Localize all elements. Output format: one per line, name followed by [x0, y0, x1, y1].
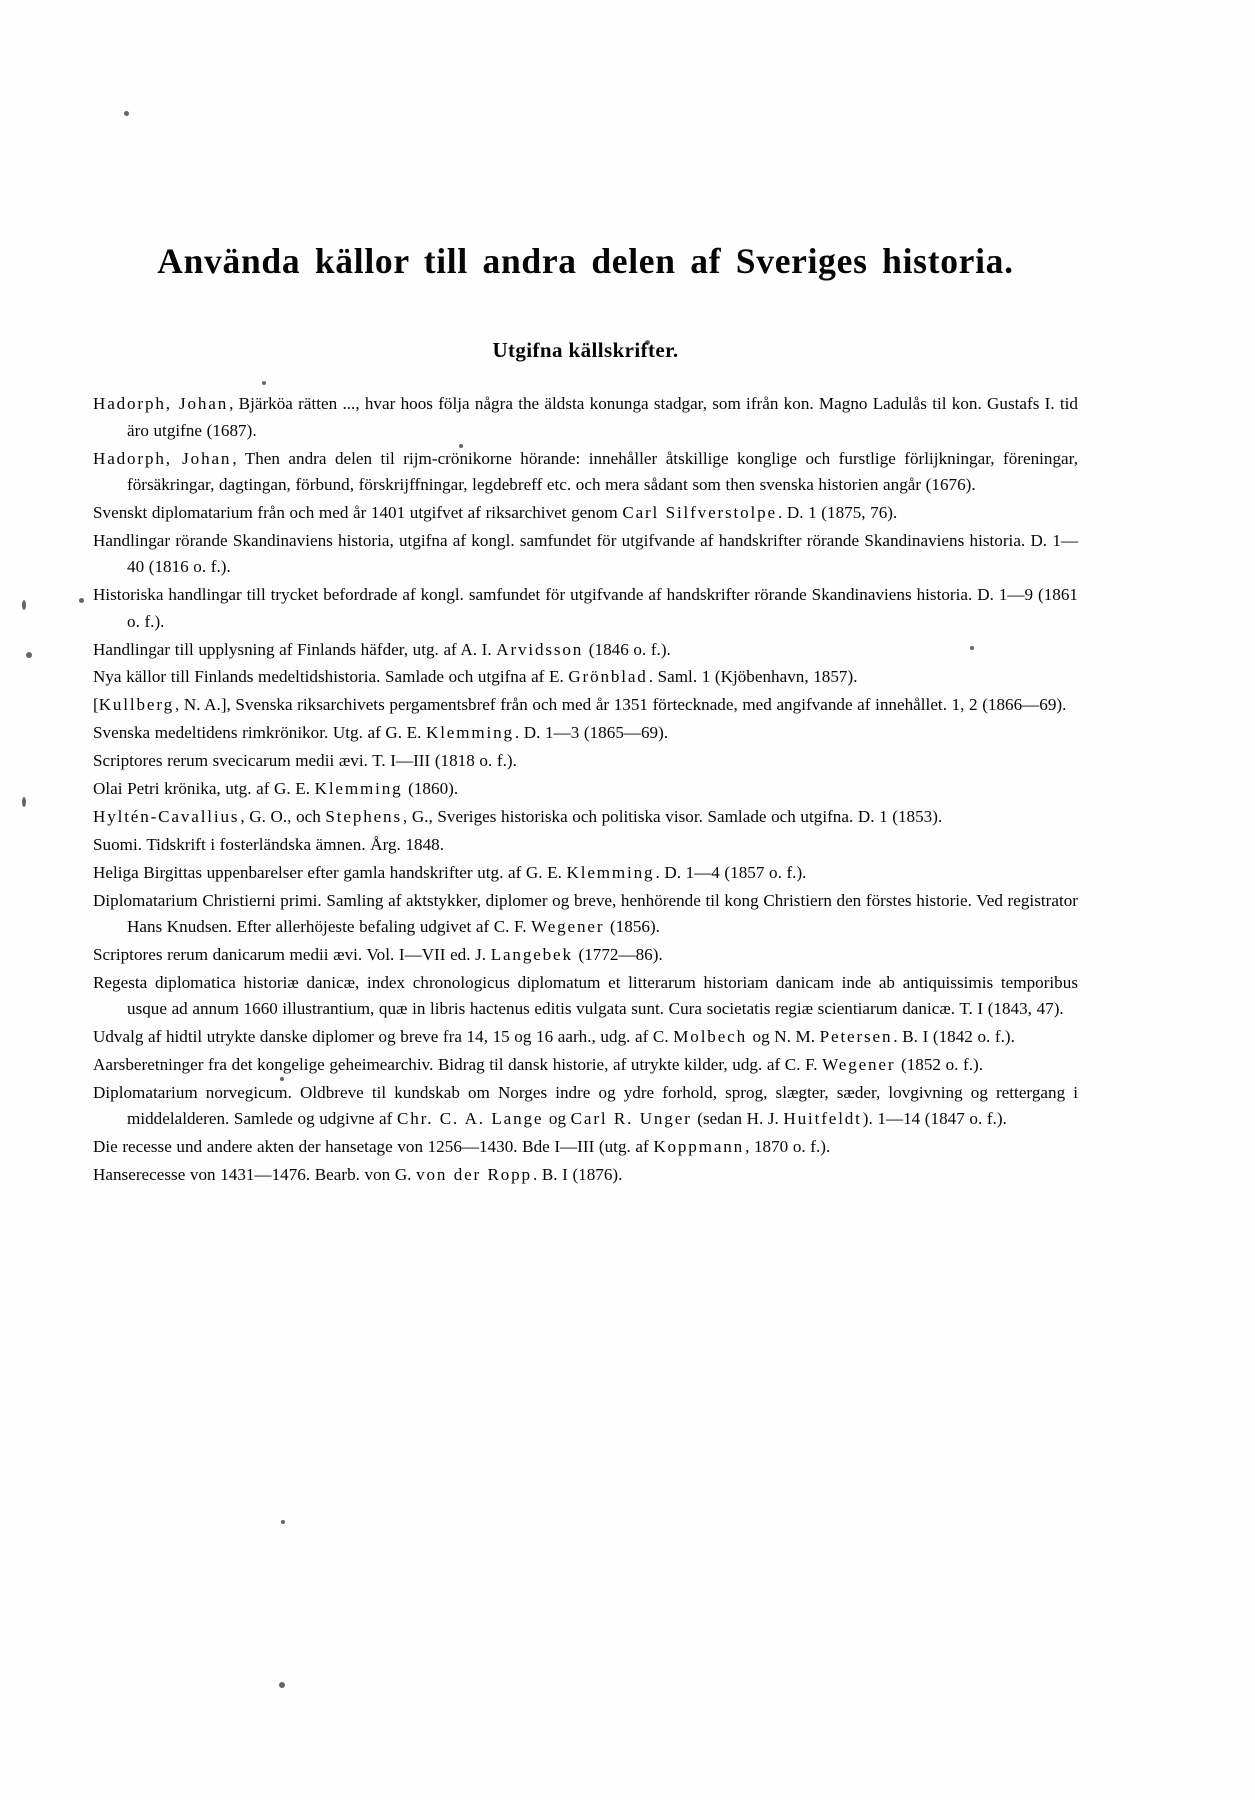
bibliography-entry: [Kullberg, N. A.], Svenska riksarchivets pergamentsbref från och med år 1351 förtecknade, med angifvande af innehållet. 1, 2 (1866—69). — [93, 695, 1067, 715]
section-heading: Utgifna källskrifter. — [492, 338, 679, 363]
scan-speck — [124, 111, 129, 116]
bibliography-entry: Hadorph, Johan, Then andra delen til rijm-crönikorne hörande: innehåller åtskillige konglige och furstlige förlijkningar, föreningar, försäkringar, dagtingan, förbund, förskrijffningar, legdebreff etc. och mera sådant som then svenska historien angår (1676). — [93, 448, 1078, 495]
bibliography-entry: Die recesse und andere akten der hansetage von 1256—1430. Bde I—III (utg. af Koppmann, 1870 o. f.). — [93, 1137, 831, 1157]
bibliography-entry: Diplomatarium Christierni primi. Samling af aktstykker, diplomer og breve, henhörende til kong Christiern den förstes historie. Ved registrator Hans Knudsen. Efter allerhöjeste befaling udgivet af C. F. Wegener (1856). — [93, 890, 1078, 937]
bibliography-entry: Handlingar till upplysning af Finlands häfder, utg. af A. I. Arvidsson (1846 o. f.). — [93, 639, 671, 659]
bibliography-entry: Svenskt diplomatarium från och med år 1401 utgifvet af riksarchivet genom Carl Silfverstolpe. D. 1 (1875, 76). — [93, 503, 898, 523]
bibliography-entry: Nya källor till Finlands medeltidshistoria. Samlade och utgifna af E. Grönblad. Saml. 1 (Kjöbenhavn, 1857). — [93, 667, 858, 687]
page-title: Använda källor till andra delen af Sveriges historia. — [157, 241, 1014, 281]
bibliography-entry: Scriptores rerum svecicarum medii ævi. T. I—III (1818 o. f.). — [93, 751, 517, 771]
bibliography-entry: Scriptores rerum danicarum medii ævi. Vol. I—VII ed. J. Langebek (1772—86). — [93, 945, 663, 965]
scan-speck — [26, 652, 32, 658]
bibliography-entry: Olai Petri krönika, utg. af G. E. Klemming (1860). — [93, 779, 459, 799]
bibliography-entry: Aarsberetninger fra det kongelige geheimearchiv. Bidrag til dansk historie, af utrykte kilder, udg. af C. F. Wegener (1852 o. f.). — [93, 1055, 984, 1075]
bibliography-entry: Heliga Birgittas uppenbarelser efter gamla handskrifter utg. af G. E. Klemming. D. 1—4 (1857 o. f.). — [93, 862, 807, 882]
bibliography-entry: Svenska medeltidens rimkrönikor. Utg. af G. E. Klemming. D. 1—3 (1865—69). — [93, 723, 669, 743]
scan-speck — [279, 1682, 285, 1688]
scan-speck — [22, 797, 26, 807]
page-content — [93, 236, 1078, 1190]
scan-speck — [79, 598, 84, 603]
bibliography-entry: Hyltén-Cavallius, G. O., och Stephens, G., Sveriges historiska och politiska visor. Samlade och utgifna. D. 1 (1853). — [93, 807, 943, 826]
bibliography-entry: Udvalg af hidtil utrykte danske diplomer og breve fra 14, 15 og 16 aarh., udg. af C. Molbech og N. M. Petersen. B. I (1842 o. f.). — [93, 1027, 1015, 1047]
bibliography-entry: Diplomatarium norvegicum. Oldbreve til kundskab om Norges indre og ydre forhold, sprog, slægter, sæder, lovgivning og rettergang i middelalderen. Samlede og udgivne af Chr. C. A. Lange og Carl R. Unger (sedan H. J. Huitfeldt). 1—14 (1847 o. f.). — [93, 1083, 1078, 1129]
scan-speck — [281, 1520, 285, 1524]
scan-speck — [22, 600, 26, 610]
bibliography-list — [93, 391, 1078, 1188]
bibliography-entry: Hadorph, Johan, Bjärköa rätten ..., hvar hoos följa några the äldsta konunga stadgar, som ifrån kon. Magno Ladulås til kon. Gustafs I. tid äro utgifne (1687). — [93, 394, 1078, 440]
bibliography-entry: Suomi. Tidskrift i fosterländska ämnen. Årg. 1848. — [93, 834, 445, 854]
bibliography-entry: Hanserecesse von 1431—1476. Bearb. von G. von der Ropp. B. I (1876). — [93, 1165, 623, 1185]
bibliography-entry: Handlingar rörande Skandinaviens historia, utgifna af kongl. samfundet för utgifvande af handskrifter rörande Skandinaviens historia. D. 1—40 (1816 o. f.). — [93, 530, 1078, 577]
bibliography-entry: Historiska handlingar till trycket befordrade af kongl. samfundet för utgifvande af handskrifter rörande Skandinaviens historia. D. 1—9 (1861 o. f.). — [93, 585, 1078, 631]
bibliography-entry: Regesta diplomatica historiæ danicæ, index chronologicus diplomatum et litterarum historiam danicam inde ab antiquissimis temporibus usque ad annum 1660 illustrantium, quæ in libris hactenus editis vulgata sunt. Cura societatis regiæ scientiarum danicæ. T. I (1843, 47). — [93, 972, 1078, 1019]
